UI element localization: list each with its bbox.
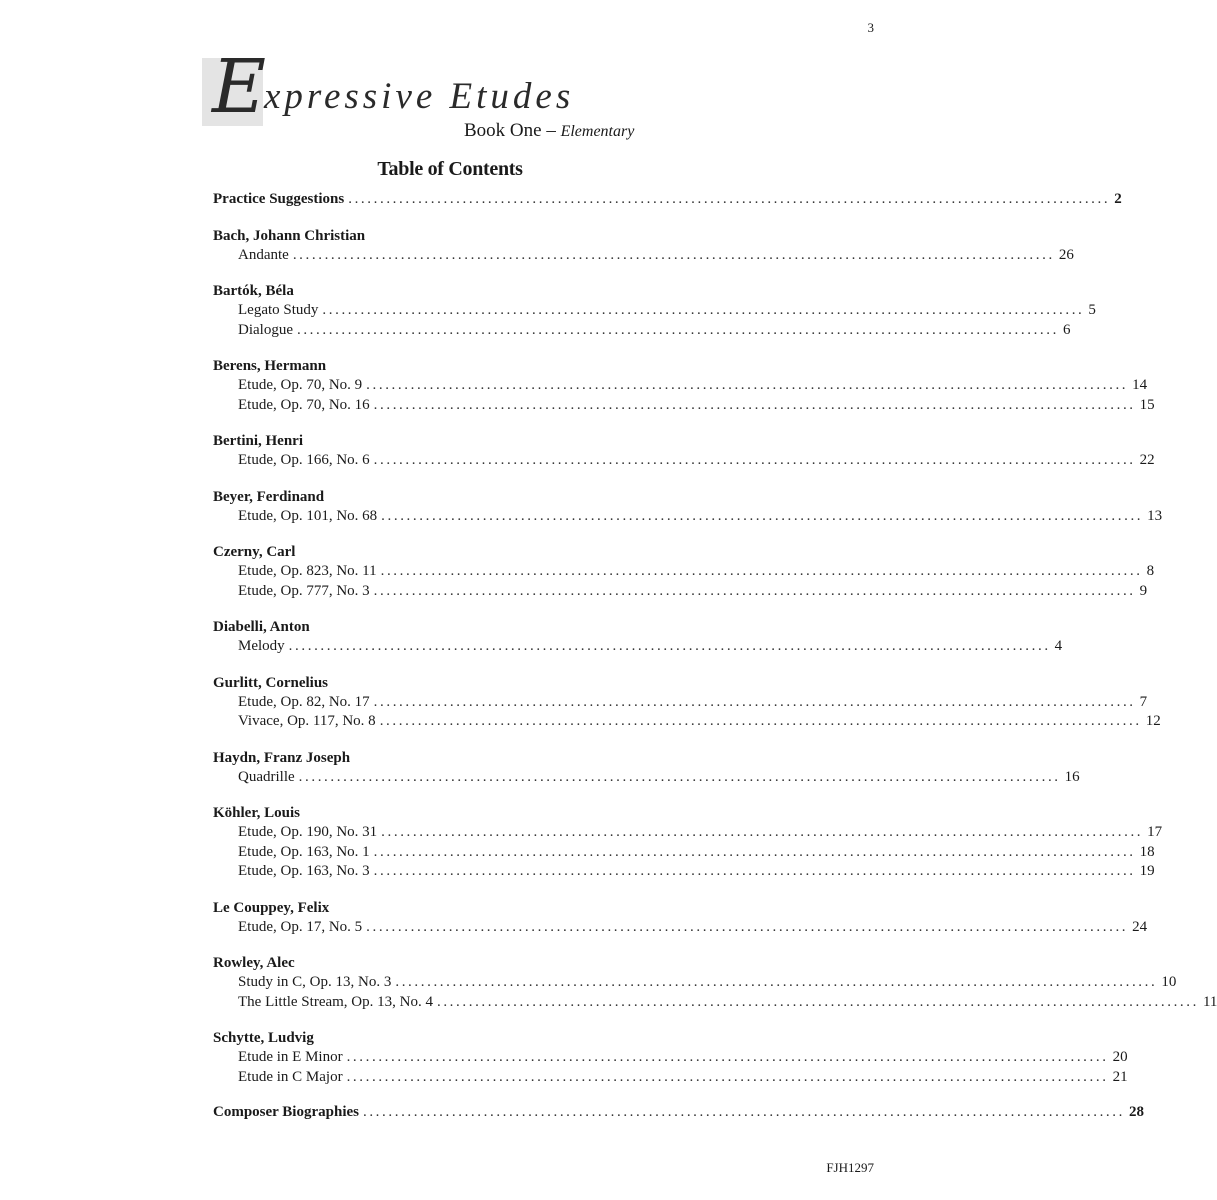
composer-group [213,1028,1128,1087]
toc-entry-page: 28 [1128,1104,1144,1120]
toc-entry [213,993,1217,1013]
piece-page: 22 [1139,452,1155,468]
composer-group [213,487,1163,527]
leader-dots: ........................................................................................................................ [362,1104,1125,1120]
piece-title: Andante [238,246,289,263]
piece-title: Etude, Op. 101, No. 68 [238,507,378,524]
leader-dots: ........................................................................................................................ [373,582,1136,599]
table-of-contents [213,190,1217,1123]
piece-title: Etude, Op. 17, No. 5 [238,918,363,935]
toc-entry [213,1048,1128,1068]
leader-dots: ........................................................................................................................ [296,321,1059,338]
piece-title: Etude, Op. 163, No. 3 [238,863,370,879]
leader-dots: ........................................................................................................................ [373,693,1136,710]
toc-entry [213,637,1063,657]
drop-cap: E [212,44,267,130]
toc-entry [213,862,1155,882]
piece-title: Etude, Op. 70, No. 16 [238,396,370,413]
leader-dots: ........................................................................................................................ [395,974,1158,990]
composer-name: Bartók, Béla [213,283,294,299]
piece-page: 5 [1088,302,1096,318]
leader-dots: ........................................................................................................................ [379,713,1142,729]
leader-dots: ........................................................................................................................ [373,452,1136,468]
composer-name: Schytte, Ludvig [213,1030,314,1046]
toc-entry-page: 2 [1114,191,1122,207]
piece-page: 6 [1062,321,1071,338]
composer-group [213,803,1163,882]
toc-entry [213,918,1148,938]
piece-page: 13 [1147,507,1163,524]
toc-entry [213,376,1148,396]
piece-title: Etude, Op. 163, No. 1 [238,843,370,860]
leader-dots: ........................................................................................................................ [346,1068,1109,1085]
composer-group [213,281,1096,340]
leader-dots: ........................................................................................................................ [346,1049,1109,1065]
leader-dots: ........................................................................................................................ [380,563,1143,579]
piece-page: 8 [1146,563,1155,579]
toc-entry [213,843,1155,863]
toc-entry [213,768,1080,788]
composer-group [213,673,1161,732]
drop-cap-box [202,44,267,130]
piece-page: 14 [1132,377,1148,393]
toc-entry [213,562,1155,582]
toc-entry [213,712,1161,732]
toc-entry [213,321,1071,341]
piece-title: Etude in E Minor [238,1049,343,1065]
piece-page: 12 [1145,713,1161,729]
toc-entry-practice-suggestions [213,190,1122,210]
composer-name: Diabelli, Anton [213,619,310,635]
book-number: Book One – [464,120,561,141]
piece-title: Legato Study [238,302,319,318]
book-level: Elementary [560,123,635,140]
toc-group-biographies [213,1103,1144,1123]
leader-dots: ........................................................................................................................ [381,824,1144,840]
piece-page: 16 [1064,768,1080,785]
piece-page: 15 [1139,396,1155,413]
leader-dots: ........................................................................................................................ [288,638,1051,654]
composer-group [213,226,1074,266]
piece-title: Melody [238,638,285,654]
composer-group [213,617,1063,657]
toc-heading: Table of Contents [377,158,523,180]
toc-entry [213,1068,1128,1088]
toc-entry [213,507,1163,527]
composer-name: Bach, Johann Christian [213,227,366,244]
leader-dots: ........................................................................................................................ [366,377,1129,393]
composer-name: Berens, Hermann [213,358,327,374]
composer-group [213,431,1155,471]
composer-name: Czerny, Carl [213,544,296,560]
toc-entry [213,396,1155,416]
piece-title: Study in C, Op. 13, No. 3 [238,974,392,990]
leader-dots: ........................................................................................................................ [322,302,1085,318]
composer-name: Haydn, Franz Joseph [213,749,351,766]
leader-dots: ........................................................................................................................ [366,918,1129,935]
composer-group [213,898,1148,938]
toc-entry-title: Practice Suggestions [213,191,345,207]
piece-title: Dialogue [238,321,293,338]
composer-group [213,748,1080,788]
composer-name: Beyer, Ferdinand [213,488,325,505]
leader-dots: ........................................................................................................................ [436,993,1199,1010]
piece-title: Etude, Op. 166, No. 6 [238,452,370,468]
toc-entry-composer-biographies [213,1103,1144,1123]
composer-name: Le Couppey, Felix [213,899,330,916]
composer-name: Rowley, Alec [213,955,295,971]
book-title [202,44,702,148]
piece-page: 26 [1058,246,1074,263]
composer-list [213,226,1217,1088]
catalog-code: FJH1297 [826,1160,874,1175]
composer-group [213,542,1155,601]
composer-name: Bertini, Henri [213,433,303,449]
piece-page: 20 [1112,1049,1128,1065]
leader-dots: ........................................................................................................................ [348,191,1111,207]
piece-page: 10 [1161,974,1177,990]
leader-dots: ........................................................................................................................ [373,396,1136,413]
toc-entry [213,301,1096,321]
toc-entry [213,246,1074,266]
piece-title: Etude, Op. 190, No. 31 [238,824,378,840]
piece-title: Etude, Op. 82, No. 17 [238,693,370,710]
piece-page: 21 [1112,1068,1128,1085]
leader-dots: ........................................................................................................................ [373,843,1136,860]
piece-title: Vivace, Op. 117, No. 8 [238,713,376,729]
composer-name: Köhler, Louis [213,805,300,821]
piece-page: 7 [1139,693,1148,710]
toc-group-practice [213,190,1122,210]
toc-entry-title: Composer Biographies [213,1104,359,1120]
piece-page: 19 [1139,863,1155,879]
composer-group [213,356,1155,415]
toc-entry [213,823,1163,843]
piece-title: The Little Stream, Op. 13, No. 4 [238,993,433,1010]
book-subtitle [464,120,634,142]
piece-title: Etude, Op. 777, No. 3 [238,582,370,599]
toc-entry [213,693,1148,713]
piece-page: 24 [1132,918,1148,935]
piece-page: 11 [1202,993,1217,1010]
piece-page: 9 [1139,582,1148,599]
page-number: 3 [867,20,874,35]
leader-dots: ........................................................................................................................ [381,507,1144,524]
piece-page: 18 [1139,843,1155,860]
toc-entry [213,973,1177,993]
piece-page: 17 [1147,824,1163,840]
leader-dots: ........................................................................................................................ [373,863,1136,879]
piece-title: Etude in C Major [238,1068,343,1085]
leader-dots: ........................................................................................................................ [298,768,1061,785]
title-text: xpressive Etudes [264,76,575,117]
toc-entry [213,451,1155,471]
toc-entry [213,582,1148,602]
leader-dots: ........................................................................................................................ [292,246,1055,263]
piece-title: Etude, Op. 70, No. 9 [238,377,363,393]
composer-name: Gurlitt, Cornelius [213,674,328,691]
piece-title: Etude, Op. 823, No. 11 [238,563,377,579]
composer-group [213,953,1217,1012]
piece-title: Quadrille [238,768,295,785]
piece-page: 4 [1054,638,1063,654]
